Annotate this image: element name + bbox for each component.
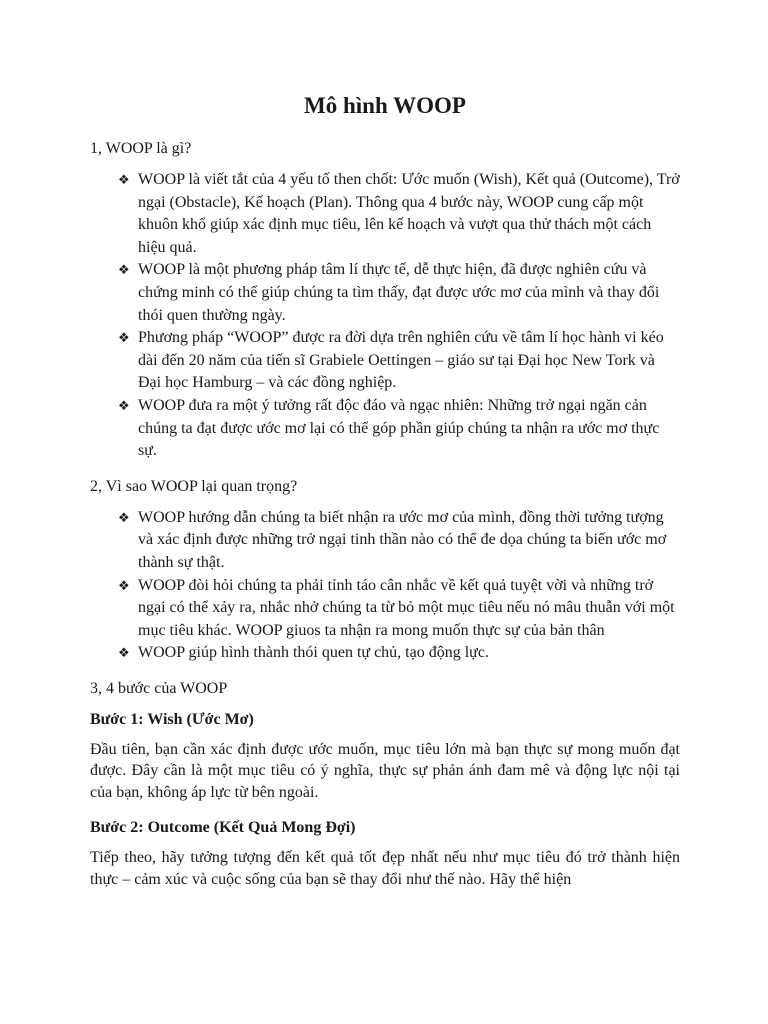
- document-title: Mô hình WOOP: [304, 93, 466, 118]
- bullet-list-what-is-woop: [90, 169, 680, 463]
- step-paragraph-outcome: Tiếp theo, hãy tưởng tượng đến kết quả tốt đẹp nhất nếu như mục tiêu đó trở thành hiện thực – cảm xúc và cuộc sống của bạn sẽ thay đổi như thế nào. Hãy thể hiện: [90, 849, 680, 888]
- diamond-bullet-icon: ❖: [118, 172, 130, 187]
- diamond-bullet-icon: ❖: [118, 577, 130, 593]
- list-item-text: Phương pháp “WOOP” được ra đời dựa trên nghiên cứu về tâm lí học hành vi kéo dài đến 20 năm của tiến sĩ Grabiele Oettingen – giáo sư tại Đại học New Tork và Đại học Hamburg – và các đồng nghiệp.: [138, 329, 664, 392]
- section-heading-why-woop-matters: 2, Vì sao WOOP lại quan trọng?: [90, 477, 298, 495]
- diamond-bullet-icon: ❖: [118, 645, 130, 661]
- list-item: [118, 259, 680, 327]
- list-item-text: WOOP đưa ra một ý tưởng rất độc đáo và ngạc nhiên: Những trở ngại ngăn cản chúng ta đạt được ước mơ lại có thể góp phần giúp chúng ta nhận ra ước mơ thực sự.: [138, 396, 660, 460]
- step-paragraph-wish: Đầu tiên, bạn cần xác định được ước muốn, mục tiêu lớn mà bạn thực sự mong muốn đạt được. Đây cần là một mục tiêu có ý nghĩa, thực sự phản ánh đam mê và động lực nội tại của bạn, không áp lực từ bên ngoài.: [90, 740, 680, 801]
- diamond-bullet-icon: ❖: [118, 330, 130, 346]
- diamond-bullet-icon: ❖: [118, 262, 130, 278]
- list-item: [118, 575, 680, 643]
- list-item: [118, 395, 680, 463]
- section-heading-woop-steps: 3, 4 bước của WOOP: [90, 679, 228, 697]
- list-item-text: WOOP hướng dẫn chúng ta biết nhận ra ước mơ của mình, đồng thời tưởng tượng và xác định được những trở ngại tinh thần nào có thể đe dọa chúng ta biến ước mơ thành sự thật.: [138, 508, 667, 571]
- list-item: [118, 507, 680, 575]
- step-heading-wish: Bước 1: Wish (Ước Mơ): [90, 710, 254, 728]
- list-item-text: WOOP đòi hỏi chúng ta phải tỉnh táo cân nhắc về kết quả tuyệt vời và những trở ngại có thể xảy ra, nhắc nhở chúng ta từ bỏ một mục tiêu nếu nó mâu thuẫn với một mục tiêu khác. WOOP giuos ta nhận ra mong muốn thực sự của bản thân: [138, 576, 675, 639]
- diamond-bullet-icon: ❖: [118, 397, 130, 413]
- list-item-text: WOOP là viết tắt của 4 yếu tố then chốt: Ước muốn (Wish), Kết quả (Outcome), Trở ngại (Obstacle), Kế hoạch (Plan). Thông qua 4 bước này, WOOP cung cấp một khuôn khổ giúp xác định mục tiêu, lên kế hoạch và vượt qua thử thách một cách hiệu quả.: [138, 171, 680, 256]
- list-item-text: WOOP giúp hình thành thói quen tự chủ, tạo động lực.: [138, 644, 489, 662]
- list-item: [118, 642, 680, 665]
- section-heading-what-is-woop: 1, WOOP là gì?: [90, 140, 192, 157]
- list-item: [118, 169, 680, 259]
- step-heading-outcome: Bước 2: Outcome (Kết Quả Mong Đợi): [90, 819, 356, 837]
- list-item: [118, 327, 680, 395]
- bullet-list-why-woop-matters: [90, 507, 680, 665]
- list-item-text: WOOP là một phương pháp tâm lí thực tế, dễ thực hiện, đã được nghiên cứu và chứng minh có thể giúp chúng ta tìm thấy, đạt được ước mơ của mình và thay đổi thói quen thường ngày.: [138, 261, 660, 324]
- diamond-bullet-icon: ❖: [118, 509, 130, 525]
